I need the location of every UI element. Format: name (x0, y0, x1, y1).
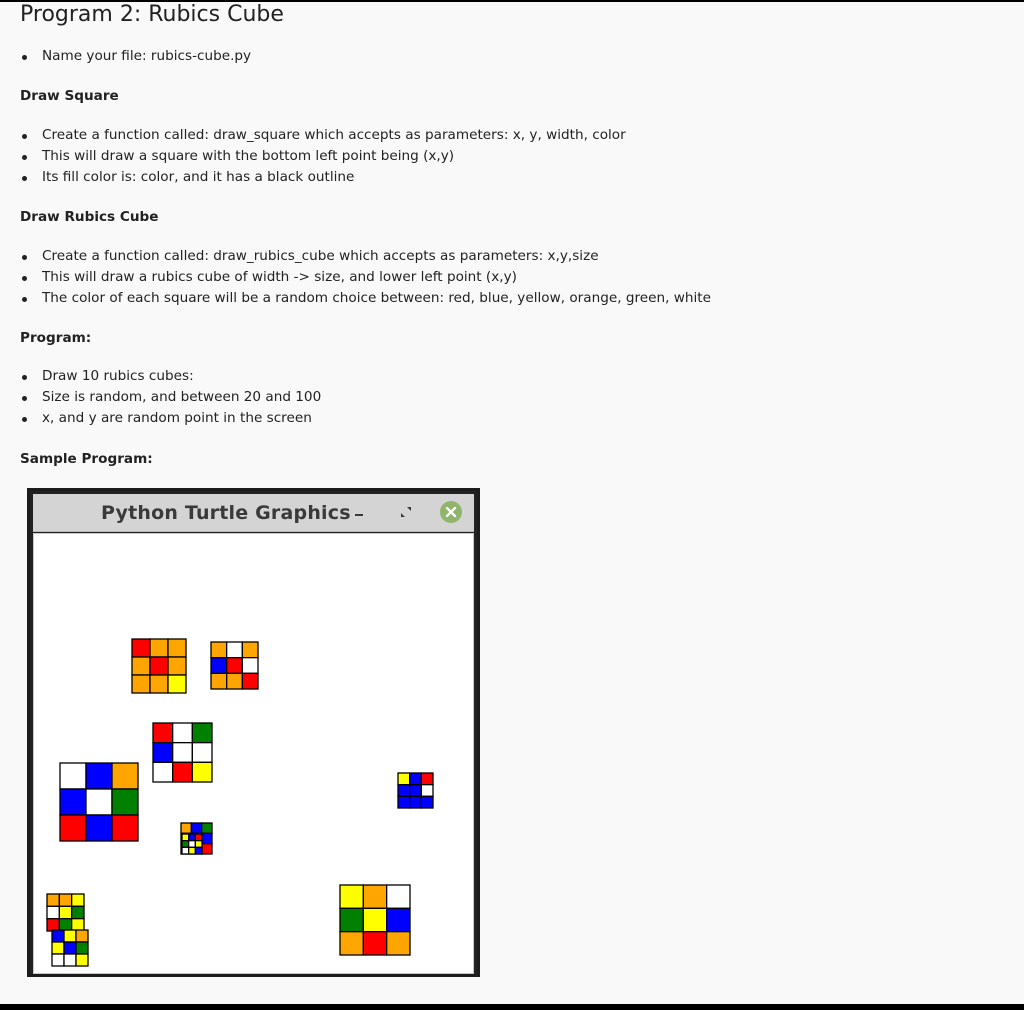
cube-square (421, 785, 433, 797)
cube-square (173, 743, 193, 763)
cube-square (64, 954, 76, 966)
cube-square (242, 658, 258, 674)
cube-square (191, 823, 201, 833)
section-heading-program: Program: (20, 330, 92, 346)
cube-square (60, 763, 86, 789)
turtle-canvas (33, 533, 474, 974)
maximize-icon[interactable] (397, 503, 415, 521)
rubics-cube (60, 763, 138, 841)
cube-square (387, 885, 410, 908)
cube-square (60, 789, 86, 815)
cube-square (211, 658, 227, 674)
cube-square (189, 834, 196, 841)
cube-square (227, 673, 243, 689)
intro-list (20, 46, 251, 67)
cube-square (132, 657, 150, 675)
rubics-cube (398, 773, 433, 808)
cube-square (86, 815, 112, 841)
draw-rubics-cube-list (20, 246, 711, 309)
list-item: Create a function called: draw_square which accepts as parameters: x, y, width, color (20, 125, 626, 146)
cube-square (363, 908, 386, 931)
list-item: This will draw a square with the bottom left point being (x,y) (20, 146, 626, 167)
cube-square (192, 762, 212, 782)
cube-square (60, 815, 86, 841)
list-item: Name your file: rubics-cube.py (20, 46, 251, 67)
cube-drawing (34, 534, 475, 975)
list-item: Its fill color is: color, and it has a black outline (20, 167, 626, 188)
cube-square (189, 841, 196, 848)
cube-square (340, 908, 363, 931)
list-item: Size is random, and between 20 and 100 (20, 387, 321, 408)
cube-square (173, 762, 193, 782)
cube-square (421, 773, 433, 785)
turtle-graphics-window (27, 488, 480, 977)
cube-square (64, 930, 76, 942)
cube-square (59, 894, 71, 906)
cube-square (410, 785, 422, 797)
cube-square (202, 844, 212, 854)
rubics-cube (132, 639, 186, 693)
cube-square (195, 834, 202, 841)
cube-square (153, 723, 173, 743)
cube-square (195, 847, 202, 854)
window-titlebar[interactable] (33, 494, 474, 532)
cube-square (227, 642, 243, 658)
cube-square (181, 823, 191, 833)
cube-square (242, 642, 258, 658)
rubics-cube (52, 930, 88, 966)
cube-square (168, 657, 186, 675)
cube-square (242, 673, 258, 689)
rubics-cube (153, 723, 212, 782)
cube-square (182, 847, 189, 854)
cube-square (150, 675, 168, 693)
cube-square (47, 894, 59, 906)
rubics-cube (182, 834, 202, 854)
cube-square (150, 639, 168, 657)
cube-square (59, 906, 71, 918)
cube-square (227, 658, 243, 674)
cube-square (112, 763, 138, 789)
cube-square (173, 723, 193, 743)
cube-square (410, 773, 422, 785)
cube-square (76, 954, 88, 966)
cube-square (168, 675, 186, 693)
cube-square (52, 942, 64, 954)
cube-square (398, 785, 410, 797)
cube-square (192, 743, 212, 763)
cube-square (363, 932, 386, 955)
cube-square (47, 906, 59, 918)
cube-square (76, 930, 88, 942)
rubics-cube (340, 885, 410, 955)
cube-square (112, 815, 138, 841)
cube-square (76, 942, 88, 954)
cube-square (72, 919, 84, 931)
page-title: Program 2: Rubics Cube (20, 2, 284, 27)
cube-square (112, 789, 138, 815)
cube-square (421, 796, 433, 808)
minimize-icon[interactable] (351, 502, 369, 522)
rubics-cube (47, 894, 84, 931)
cube-square (153, 762, 173, 782)
cube-square (59, 919, 71, 931)
cube-square (211, 673, 227, 689)
cube-square (132, 639, 150, 657)
section-heading-sample-program: Sample Program: (20, 451, 153, 467)
section-heading-draw-rubics-cube: Draw Rubics Cube (20, 209, 159, 225)
cube-square (52, 930, 64, 942)
cube-square (52, 954, 64, 966)
cube-square (47, 919, 59, 931)
draw-square-list (20, 125, 626, 188)
cube-square (387, 908, 410, 931)
cube-square (132, 675, 150, 693)
cube-square (182, 841, 189, 848)
cube-square (340, 885, 363, 908)
cube-square (202, 823, 212, 833)
window-title: Python Turtle Graphics (101, 502, 351, 524)
rubics-cube (211, 642, 258, 689)
list-item: Create a function called: draw_rubics_cube which accepts as parameters: x,y,size (20, 246, 711, 267)
cube-square (340, 932, 363, 955)
cube-square (195, 841, 202, 848)
cube-square (363, 885, 386, 908)
cube-square (86, 789, 112, 815)
cube-square (192, 723, 212, 743)
section-heading-draw-square: Draw Square (20, 88, 119, 104)
cube-square (150, 657, 168, 675)
cube-square (398, 796, 410, 808)
cube-square (387, 932, 410, 955)
close-icon[interactable] (440, 501, 462, 523)
cube-square (153, 743, 173, 763)
cube-square (64, 942, 76, 954)
cube-square (410, 796, 422, 808)
list-item: The color of each square will be a random choice between: red, blue, yellow, orange, green, white (20, 288, 711, 309)
bottom-border (0, 1004, 1024, 1010)
cube-square (72, 906, 84, 918)
cube-square (211, 642, 227, 658)
cube-square (72, 894, 84, 906)
cube-square (398, 773, 410, 785)
cube-square (182, 834, 189, 841)
cube-square (168, 639, 186, 657)
program-list (20, 366, 321, 429)
cube-square (202, 833, 212, 843)
list-item: x, and y are random point in the screen (20, 408, 321, 429)
cube-square (86, 763, 112, 789)
cube-square (189, 847, 196, 854)
list-item: Draw 10 rubics cubes: (20, 366, 321, 387)
list-item: This will draw a rubics cube of width -> size, and lower left point (x,y) (20, 267, 711, 288)
